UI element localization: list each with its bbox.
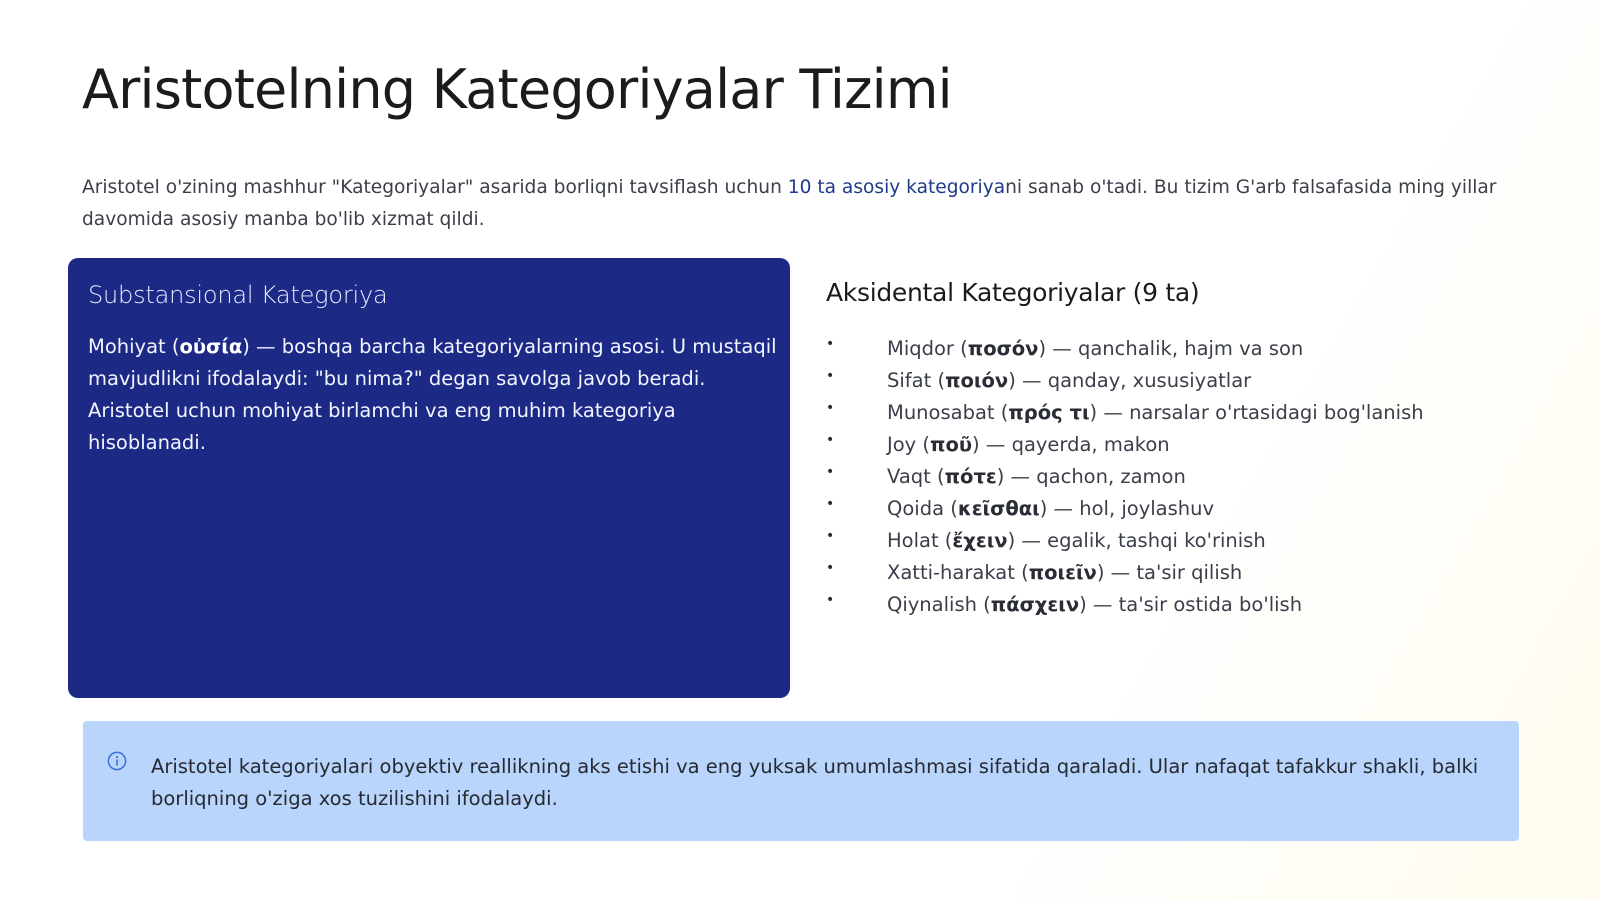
- info-icon: [107, 751, 127, 771]
- category-description: qanday, xususiyatlar: [1047, 369, 1252, 392]
- substance-term: Mohiyat: [88, 335, 166, 358]
- list-item: • Sifat (ποιόν) — qanday, xususiyatlar: [826, 365, 1546, 397]
- substance-card-body: Mohiyat (οὐσία) — boshqa barcha kategoriyalarning asosi. U mustaqil mavjudlikni ifodalaydi: "bu nima?" degan savolga javob beradi. Aristotel uchun mohiyat birlamchi va eng muhim kategoriya hisoblanadi.: [88, 335, 777, 454]
- category-greek: κεῖσθαι: [957, 497, 1040, 520]
- category-description: hol, joylashuv: [1079, 497, 1215, 520]
- intro-text-after: ni sanab o'tadi. Bu tizim G'arb falsafasida ming yillar davomida asosiy manba bo'lib xizmat qildi.: [82, 177, 1497, 230]
- bullet-icon: •: [826, 368, 835, 384]
- accidental-list: [826, 333, 1546, 621]
- intro-highlight: 10 ta asosiy kategoriya: [787, 177, 1006, 198]
- list-item: • Qiynalish (πάσχειν) — ta'sir ostida bo'lish: [826, 589, 1546, 621]
- category-greek: ποιόν: [945, 369, 1009, 392]
- category-description: ta'sir ostida bo'lish: [1118, 593, 1303, 616]
- category-term: Vaqt: [887, 465, 931, 488]
- substance-card-title: Substansional Kategoriya: [88, 281, 388, 309]
- list-item: • Joy (ποῦ) — qayerda, makon: [826, 429, 1546, 461]
- bullet-icon: •: [826, 400, 835, 416]
- substance-greek: οὐσία: [179, 335, 243, 358]
- list-item: • Munosabat (πρός τι) — narsalar o'rtasidagi bog'lanish: [826, 397, 1546, 429]
- category-term: Qoida: [887, 497, 945, 520]
- category-greek: ποσόν: [967, 337, 1039, 360]
- category-term: Joy: [887, 433, 917, 456]
- category-greek: πάσχειν: [990, 593, 1080, 616]
- list-item: • Miqdor (ποσόν) — qanchalik, hajm va son: [826, 333, 1546, 365]
- category-term: Holat: [887, 529, 939, 552]
- bullet-icon: •: [826, 528, 835, 544]
- category-term: Sifat: [887, 369, 932, 392]
- category-greek: ποιεῖν: [1028, 561, 1097, 584]
- page-title: Aristotelning Kategoriyalar Tizimi: [82, 58, 952, 121]
- category-description: qayerda, makon: [1011, 433, 1170, 456]
- bullet-icon: •: [826, 560, 835, 576]
- bullet-icon: •: [826, 432, 835, 448]
- accidental-section: [826, 278, 1546, 621]
- info-callout-text: Aristotel kategoriyalari obyektiv reallikning aks etishi va eng yuksak umumlashmasi sifatida qaraladi. Ular nafaqat tafakkur shakli, balki borliqning o'ziga xos tuzilishini ifodalaydi.: [151, 755, 1479, 810]
- substance-card: [68, 258, 790, 698]
- category-greek: ποῦ: [930, 433, 973, 456]
- bullet-icon: •: [826, 592, 835, 608]
- category-greek: πρός τι: [1008, 401, 1090, 424]
- bullet-icon: •: [826, 464, 835, 480]
- category-description: qachon, zamon: [1036, 465, 1186, 488]
- accidental-title: Aksidental Kategoriyalar (9 ta): [826, 278, 1200, 307]
- category-term: Munosabat: [887, 401, 995, 424]
- category-description: egalik, tashqi ko'rinish: [1047, 529, 1266, 552]
- list-item: • Holat (ἔχειν) — egalik, tashqi ko'rinish: [826, 525, 1546, 557]
- list-item: • Vaqt (πότε) — qachon, zamon: [826, 461, 1546, 493]
- intro-paragraph: [82, 172, 1522, 236]
- category-term: Miqdor: [887, 337, 954, 360]
- info-callout: [83, 721, 1519, 841]
- category-greek: ἔχειν: [952, 529, 1008, 552]
- category-description: narsalar o'rtasidagi bog'lanish: [1129, 401, 1424, 424]
- substance-description: — boshqa barcha kategoriyalarning asosi. U mustaqil mavjudlikni ifodalaydi: "bu nima?" degan savolga javob beradi. Aristotel uchun mohiyat birlamchi va eng muhim kategoriya hisoblanadi.: [88, 335, 777, 454]
- list-item: • Qoida (κεῖσθαι) — hol, joylashuv: [826, 493, 1546, 525]
- category-term: Qiynalish: [887, 593, 977, 616]
- list-item: • Xatti-harakat (ποιεῖν) — ta'sir qilish: [826, 557, 1546, 589]
- bullet-icon: •: [826, 496, 835, 512]
- category-greek: πότε: [944, 465, 997, 488]
- bullet-icon: •: [826, 336, 835, 352]
- category-description: ta'sir qilish: [1136, 561, 1243, 584]
- category-description: qanchalik, hajm va son: [1077, 337, 1304, 360]
- intro-text-before: Aristotel o'zining mashhur "Kategoriyalar" asarida borliqni tavsiflash uchun: [82, 177, 788, 198]
- category-term: Xatti-harakat: [887, 561, 1015, 584]
